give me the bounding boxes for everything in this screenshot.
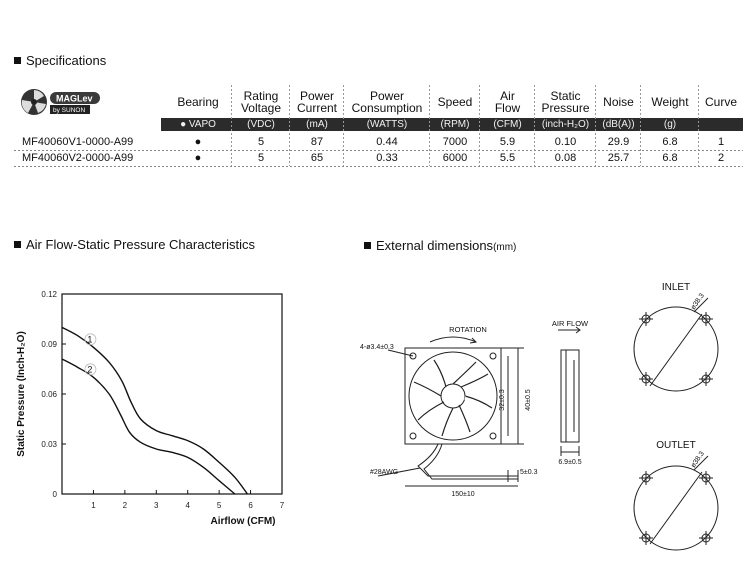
x-tick-label: 3 xyxy=(154,501,159,510)
inlet-label: INLET xyxy=(661,282,691,293)
unit-speed: (RPM) xyxy=(440,119,470,130)
table-cell: 29.9 xyxy=(607,136,630,148)
table-cell: 1 xyxy=(717,136,725,148)
unit-airflow: (CFM) xyxy=(493,119,522,130)
table-cell: 2 xyxy=(717,152,725,164)
bullet-square-icon xyxy=(14,241,21,248)
series-line-1 xyxy=(62,327,247,494)
unit-weight: (g) xyxy=(663,119,677,130)
table-cell: 0.08 xyxy=(554,152,577,164)
header-power-consumption: Power Consumption xyxy=(351,89,423,115)
rotation-label: ROTATION xyxy=(449,325,487,334)
header-noise: Noise xyxy=(603,95,634,109)
holes-label: 4-ø3.4±0.3 xyxy=(360,344,394,351)
inlet-circle xyxy=(634,307,718,391)
unit-consumption: (WATTS) xyxy=(366,119,408,130)
outlet-label: OUTLET xyxy=(656,440,696,451)
table-cell: 87 xyxy=(310,136,324,148)
header-power-current: Power Current xyxy=(296,89,337,115)
x-tick-label: 7 xyxy=(279,501,285,510)
table-cell: 6000 xyxy=(442,152,468,164)
y-tick-label: 0.12 xyxy=(41,290,57,299)
table-cell: 25.7 xyxy=(607,152,630,164)
dimensions-heading: External dimensions(mm) xyxy=(364,238,516,253)
unit-noise: (dB(A)) xyxy=(602,119,635,130)
rotation-arrow xyxy=(430,337,476,342)
table-row-model: MF40060V1-0000-A99 xyxy=(22,136,134,148)
y-tick-label: 0 xyxy=(52,490,57,499)
table-cell: ● xyxy=(194,136,202,148)
mount-hole xyxy=(490,433,496,439)
fan-brand-label: SUNON xyxy=(446,396,466,402)
airflow-heading: Air Flow-Static Pressure Characteristics xyxy=(14,237,255,252)
table-cell: 6.8 xyxy=(662,136,678,148)
series-label: 2 xyxy=(87,364,93,375)
header-static-pressure: Static Pressure xyxy=(541,89,590,115)
airflow-pressure-chart xyxy=(10,282,295,532)
table-cell: 6.8 xyxy=(662,152,678,164)
plot-frame xyxy=(62,294,282,494)
unit-pressure: (inch-H₂O) xyxy=(541,119,590,130)
y-tick-label: 0.03 xyxy=(41,440,57,449)
mount-hole xyxy=(490,353,496,359)
header-speed: Speed xyxy=(437,95,473,109)
header-air-flow: Air Flow xyxy=(494,89,521,115)
x-tick-label: 5 xyxy=(216,501,222,510)
series-label: 1 xyxy=(87,334,93,345)
wire-length-label: 150±10 xyxy=(451,491,475,498)
table-row-model: MF40060V2-0000-A99 xyxy=(22,152,134,164)
header-weight: Weight xyxy=(651,95,689,109)
table-cell: 0.44 xyxy=(376,136,398,148)
row-divider xyxy=(14,166,743,167)
y-tick-label: 0.09 xyxy=(41,340,57,349)
pitch-label: 32±0.3 xyxy=(499,389,506,411)
wire-label: #28AWG xyxy=(370,469,399,476)
header-bearing: Bearing xyxy=(177,95,219,109)
table-cell: 0.33 xyxy=(376,152,398,164)
table-cell: 5 xyxy=(257,136,265,148)
fan-logo-icon xyxy=(21,89,47,115)
fan-side-view xyxy=(561,350,579,442)
specifications-heading: Specifications xyxy=(14,53,106,68)
outlet-dia-label: ø38.3 xyxy=(689,450,706,470)
x-axis-ticks xyxy=(91,490,285,510)
logo-sub-text: by SUNON xyxy=(53,107,86,114)
external-dimensions-drawing xyxy=(358,270,753,575)
chart-series xyxy=(62,327,247,494)
mount-hole xyxy=(410,433,416,439)
thickness-label: 6.9±0.5 xyxy=(558,459,582,466)
logo-brand-text: MAGLev xyxy=(56,93,93,104)
unit-current: (mA) xyxy=(306,119,328,130)
x-tick-label: 4 xyxy=(185,501,190,510)
strip-label: 5±0.3 xyxy=(520,469,538,476)
x-tick-label: 2 xyxy=(122,501,128,510)
y-tick-label: 0.06 xyxy=(41,390,57,399)
unit-voltage: (VDC) xyxy=(247,119,275,130)
table-cell: ● xyxy=(194,152,202,164)
x-axis-label: Airflow (CFM) xyxy=(210,516,276,527)
inlet-dia-label: ø38.3 xyxy=(689,292,706,312)
y-axis-label: Static Pressure (Inch-H₂O) xyxy=(16,331,27,457)
unit-bearing: ● VAPO xyxy=(180,119,216,130)
airflow-label: AIR FLOW xyxy=(551,319,589,328)
x-tick-label: 1 xyxy=(91,501,96,510)
header-rating-voltage: Rating Voltage xyxy=(240,89,282,115)
header-curve: Curve xyxy=(704,95,737,109)
table-cell: 5.9 xyxy=(499,136,516,148)
maglev-sunon-logo xyxy=(18,86,136,118)
table-cell: 5.5 xyxy=(499,152,516,164)
x-tick-label: 6 xyxy=(248,501,253,510)
table-cell: 0.10 xyxy=(554,136,577,148)
table-cell: 65 xyxy=(310,152,324,164)
bullet-square-icon xyxy=(14,57,21,64)
table-cell: 7000 xyxy=(442,136,468,148)
bullet-square-icon xyxy=(364,242,371,249)
table-cell: 5 xyxy=(257,152,265,164)
width-label: 40±0.5 xyxy=(525,389,532,411)
